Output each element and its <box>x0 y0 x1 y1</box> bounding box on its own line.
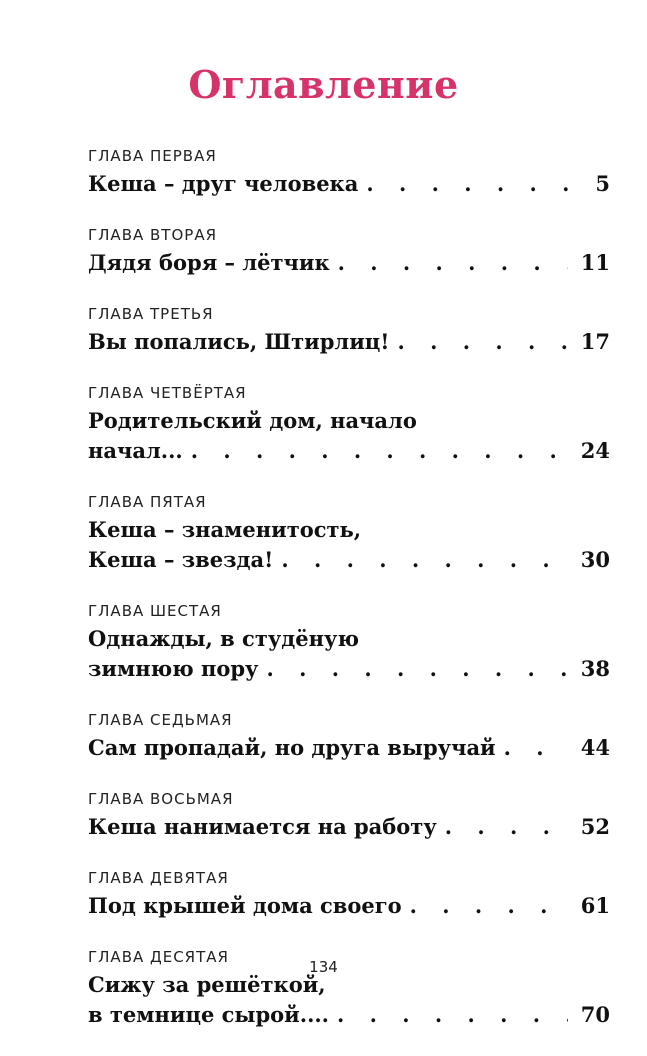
chapter-label: ГЛАВА ДЕСЯТАЯ <box>88 948 229 966</box>
toc-entry <box>88 492 610 575</box>
chapter-label: ГЛАВА ВТОРАЯ <box>88 226 217 244</box>
toc-entry <box>88 789 610 842</box>
page-title: Оглавление <box>188 62 459 107</box>
chapter-title-text: Сижу за решёткой, <box>88 972 326 997</box>
chapter-label: ГЛАВА ПЕРВАЯ <box>88 147 217 165</box>
toc-entry <box>88 225 610 278</box>
chapter-title-line <box>88 436 610 466</box>
chapter-label: ГЛАВА ВОСЬМАЯ <box>88 790 234 808</box>
chapter-title-text: Сам пропадай, но друга выручай <box>88 735 496 760</box>
dot-leader <box>281 545 568 575</box>
chapter-title-text: Кеша – звезда! <box>88 547 274 572</box>
chapter-page-number: 5 <box>595 171 610 196</box>
chapter-title-text: Родительский дом, начало <box>88 408 417 433</box>
chapter-label: ГЛАВА ТРЕТЬЯ <box>88 305 214 323</box>
chapter-page-number: 70 <box>580 1002 610 1027</box>
chapter-title-line <box>88 327 610 357</box>
chapter-title-line <box>88 169 610 199</box>
dot-leader <box>337 1000 568 1030</box>
chapter-page-number: 44 <box>580 735 610 760</box>
chapter-title-line <box>88 406 610 436</box>
chapter-title-text: Вы попались, Штирлиц! <box>88 329 390 354</box>
chapter-title-line <box>88 624 610 654</box>
chapter-label: ГЛАВА ПЯТАЯ <box>88 493 207 511</box>
toc-entry <box>88 868 610 921</box>
chapter-title-text: Кеша – знаменитость, <box>88 517 362 542</box>
chapter-title-line <box>88 891 610 921</box>
chapter-title-text: Кеша нанимается на работу <box>88 814 437 839</box>
chapter-title-text: Под крышей дома своего <box>88 893 402 918</box>
dot-leader <box>266 654 568 684</box>
toc-entry <box>88 601 610 684</box>
chapter-title-text: Дядя боря – лётчик <box>88 250 330 275</box>
toc-entry <box>88 710 610 763</box>
chapter-title-line <box>88 812 610 842</box>
chapter-page-number: 17 <box>580 329 610 354</box>
toc-entry <box>88 146 610 199</box>
page-number: 134 <box>309 958 338 976</box>
chapter-label: ГЛАВА СЕДЬМАЯ <box>88 711 233 729</box>
dot-leader <box>410 891 568 921</box>
chapter-title-text: Однажды, в студёную <box>88 626 359 651</box>
chapter-page-number: 11 <box>580 250 610 275</box>
dot-leader <box>504 733 568 763</box>
chapter-title-line <box>88 654 610 684</box>
chapter-title-text: в темнице сырой.... <box>88 1002 329 1027</box>
chapter-page-number: 38 <box>580 656 610 681</box>
dot-leader <box>398 327 568 357</box>
chapter-page-number: 52 <box>580 814 610 839</box>
chapter-title-line <box>88 545 610 575</box>
chapter-page-number: 61 <box>580 893 610 918</box>
chapter-title-line <box>88 515 610 545</box>
chapter-page-number: 24 <box>580 438 610 463</box>
dot-leader <box>366 169 568 199</box>
dot-leader <box>191 436 568 466</box>
toc-entry <box>88 383 610 466</box>
chapter-title-text: Кеша – друг человека <box>88 171 359 196</box>
chapter-title-text: зимнюю пору <box>88 656 259 681</box>
table-of-contents <box>88 146 610 1056</box>
chapter-title-line <box>88 733 610 763</box>
chapter-label: ГЛАВА ДЕВЯТАЯ <box>88 869 229 887</box>
chapter-title-text: начал... <box>88 438 183 463</box>
chapter-label: ГЛАВА ЧЕТВЁРТАЯ <box>88 384 247 402</box>
toc-entry <box>88 304 610 357</box>
chapter-title-line <box>88 248 610 278</box>
chapter-page-number: 30 <box>580 547 610 572</box>
chapter-label: ГЛАВА ШЕСТАЯ <box>88 602 222 620</box>
dot-leader <box>445 812 568 842</box>
chapter-title-line <box>88 1000 610 1030</box>
dot-leader <box>338 248 568 278</box>
